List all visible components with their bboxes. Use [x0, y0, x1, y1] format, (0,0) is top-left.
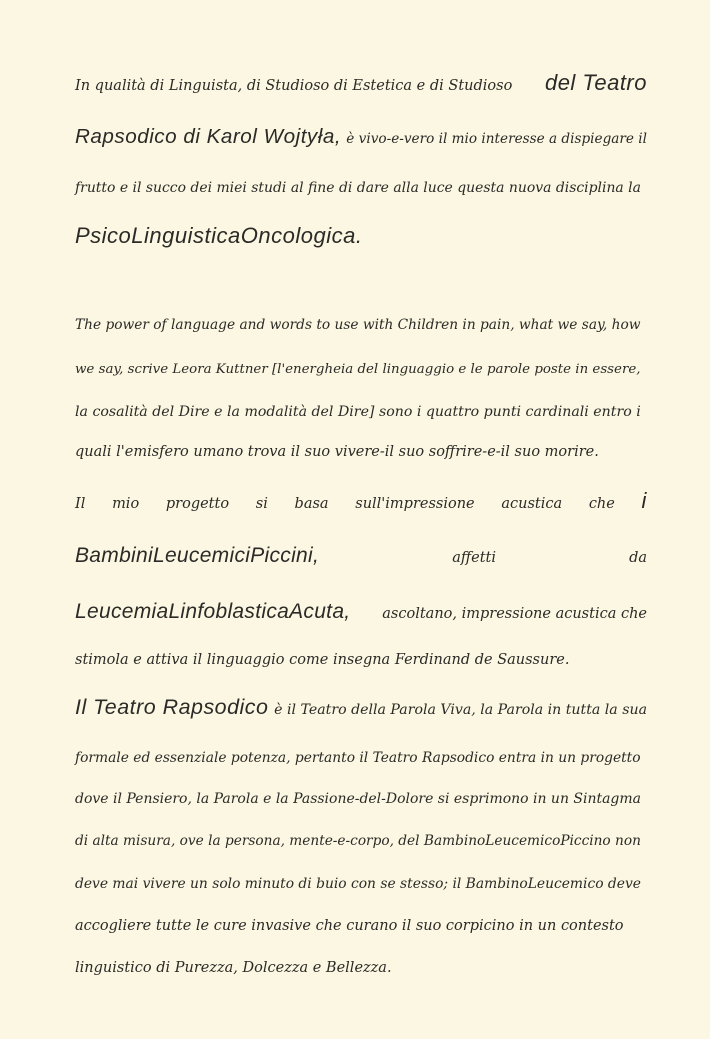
p3-word-large-i: i [641, 488, 647, 513]
p3-line-2-large: BambiniLeucemiciPiccini, [75, 544, 320, 567]
p3-line-2 [75, 544, 647, 568]
p1-line-1 [75, 70, 647, 96]
p1-line-4-large: PsicoLinguisticaOncologica. [75, 223, 363, 248]
p2-line-3 [75, 404, 647, 420]
p3-line-3-text: ascoltano, impressione acustica che [382, 606, 647, 622]
p2-line-4 [75, 444, 647, 460]
p4-line-4 [75, 833, 647, 849]
p1-line-2-large: Rapsodico di Karol Wojtyła, [75, 125, 342, 148]
p2-line-4-text: quali l'emisfero umano trova il suo vivere-il suo soffrire-e-il suo morire. [75, 444, 599, 460]
p4-line-3-text: dove il Pensiero, la Parola e la Passione-del-Dolore si esprimono in un Sintagma [75, 791, 641, 807]
p1-line-3-text: frutto e il succo dei miei studi al fine di dare alla luce questa nuova disciplina la [75, 180, 641, 196]
p1-line-4 [75, 223, 647, 249]
p3-word-3: progetto [165, 496, 230, 512]
p3-line-4-text: stimola e attiva il linguaggio come insegna Ferdinand de Saussure. [75, 652, 570, 668]
p3-word-2: mio [112, 496, 140, 512]
p1-line-2 [75, 125, 647, 149]
p3-word-4: si [255, 496, 268, 512]
p3-line-3 [75, 600, 647, 624]
p1-line-3 [75, 180, 647, 196]
p4-line-5-text: deve mai vivere un solo minuto di buio con se stesso; il BambinoLeucemico deve [75, 876, 641, 892]
p4-line-5 [75, 876, 647, 892]
p3-word-6: sull'impressione [355, 496, 475, 512]
p4-line-3 [75, 791, 647, 807]
p4-line-2 [75, 750, 647, 766]
p4-line-6 [75, 918, 647, 934]
p1-line-2-text: è vivo-e-vero il mio interesse a dispiegare il [346, 131, 647, 147]
p4-line-6-text: accogliere tutte le cure invasive che curano il suo corpicino in un contesto [75, 918, 624, 934]
p4-line-7-text: linguistico di Purezza, Dolcezza e Bellezza. [75, 960, 392, 976]
p3-word-8: che [588, 496, 615, 512]
p4-line-2-text: formale ed essenziale potenza, pertanto il Teatro Rapsodico entra in un progetto [75, 750, 641, 766]
p2-line-2 [75, 362, 647, 377]
p3-word-7: acustica [501, 496, 563, 512]
p3-line-1 [75, 488, 647, 514]
p1-line-1-large: del Teatro [544, 70, 647, 95]
p4-line-1-text: è il Teatro della Parola Viva, la Parola in tutta la sua [274, 702, 647, 718]
p4-line-1 [75, 695, 647, 720]
p1-line-1-text: In qualità di Linguista, di Studioso di Estetica e di Studioso [75, 78, 513, 94]
p2-line-2-text: we say, scrive Leora Kuttner [l'energheia del linguaggio e le parole poste in essere, [75, 362, 641, 377]
p2-line-1 [75, 317, 647, 333]
p4-line-7 [75, 960, 647, 976]
p3-word-5: basa [294, 496, 329, 512]
p3-line-2-end: da [629, 550, 647, 566]
p3-line-3-large: LeucemiaLinfoblasticaAcuta, [75, 600, 351, 623]
p2-line-3-text: la cosalità del Dire e la modalità del Dire] sono i quattro punti cardinali entro i [75, 404, 641, 420]
p2-line-1-text: The power of language and words to use with Children in pain, what we say, how [75, 317, 641, 333]
p3-line-2-mid: affetti [452, 550, 496, 566]
p3-word-1: Il [75, 496, 86, 512]
p3-line-4 [75, 652, 647, 668]
p4-line-1-large: Il Teatro Rapsodico [75, 695, 269, 719]
p4-line-4-text: di alta misura, ove la persona, mente-e-corpo, del BambinoLeucemicoPiccino non [75, 833, 641, 849]
